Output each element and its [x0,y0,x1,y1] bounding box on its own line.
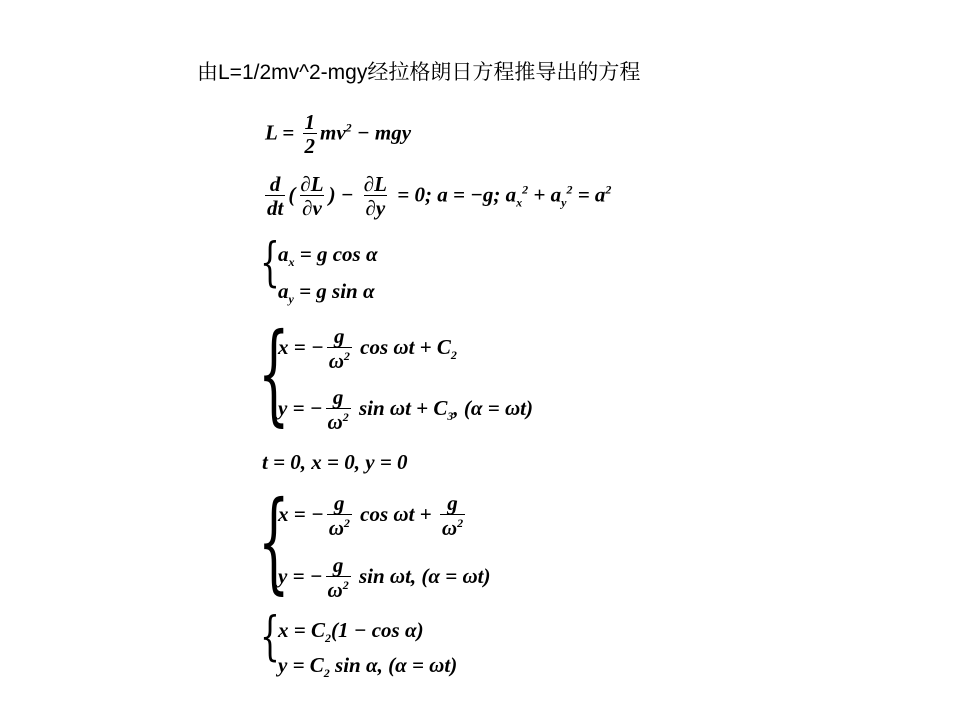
initial-conditions: t = 0, x = 0, y = 0 [262,450,408,474]
term: y = − [278,395,323,420]
term: = 0; a = −g; a [392,182,517,207]
denominator: ω [441,516,458,540]
denominator: ∂v [302,196,322,220]
subscript: 2 [323,666,330,681]
fraction [362,174,389,219]
denominator: 2 [304,134,316,158]
exponent: 2 [342,410,349,424]
term: = g cos α [294,242,378,266]
term: , (α = ωt) [453,395,533,420]
term: sin ωt + C [353,395,448,420]
subscript: 2 [450,348,457,362]
exponent: 2 [605,182,612,197]
subscript: y [561,195,567,210]
exponent: 2 [342,578,349,592]
exponent: 2 [343,516,350,530]
numerator: g [334,491,345,515]
term: sin α, (α = ωt) [329,653,458,677]
denominator: dt [267,196,284,220]
brace-accel: { [260,233,280,293]
numerator: g [334,324,345,348]
solution-1-line-2 [278,387,533,433]
solution-2-line-1 [278,493,468,539]
term: − mgy [351,120,412,145]
solution-1-line-1 [278,326,457,372]
denominator: ω [328,516,344,540]
denominator: ∂y [365,196,386,220]
term: a [278,242,289,266]
subscript: 3 [447,409,454,423]
fraction [326,555,351,601]
term: sin ωt, (α = ωt) [353,563,491,588]
lagrangian-equation [265,112,411,157]
subscript: x [288,255,295,270]
fraction [326,387,351,433]
term: cos ωt + C [354,334,451,359]
brace-solution-3: { [260,607,280,667]
fraction [303,112,318,157]
brace-solution-1: { [258,309,290,437]
subscript: x [516,195,523,210]
term: = g sin α [293,279,375,303]
solution-2-line-2 [278,555,491,601]
exponent: 2 [343,349,350,363]
numerator: ∂L [300,172,324,196]
exponent: 2 [566,182,573,197]
numerator: d [269,172,281,196]
exponent: 2 [457,516,464,530]
numerator: g [332,553,344,577]
term: x = − [278,501,324,526]
accel-line-1 [278,244,378,268]
fraction [298,174,325,219]
paren: ) − [328,182,359,207]
brace-solution-2: { [258,477,290,605]
denominator: ω [327,410,343,434]
term: y = − [278,563,323,588]
term: a [278,279,289,303]
subscript: y [288,292,294,307]
denominator: ω [328,349,344,373]
fraction [440,493,465,539]
solution-3-line-2 [278,655,457,679]
exponent: 2 [345,120,352,135]
term: y = C [278,653,324,677]
lhs: L = [265,120,300,145]
subscript: 2 [324,631,331,646]
term: x = C [278,618,325,642]
term: cos ωt + [354,501,437,526]
exponent: 2 [522,182,529,197]
fraction [265,174,285,219]
page-title: 由L=1/2mv^2-mgy经拉格朗日方程推导出的方程 [197,61,641,84]
numerator: ∂L [363,172,387,196]
fraction [327,326,352,372]
term: + a [528,182,562,207]
solution-3-line-1 [278,620,424,644]
term: = a [572,182,606,207]
term: mv [320,120,346,145]
numerator: 1 [304,110,316,134]
term: (1 − cos α) [330,618,424,642]
accel-line-2 [278,281,375,305]
fraction [327,493,352,539]
numerator: g [447,491,458,515]
denominator: ω [327,578,343,602]
paren: ( [288,182,296,207]
numerator: g [332,385,344,409]
euler-lagrange-equation [262,174,611,219]
term: x = − [278,334,324,359]
